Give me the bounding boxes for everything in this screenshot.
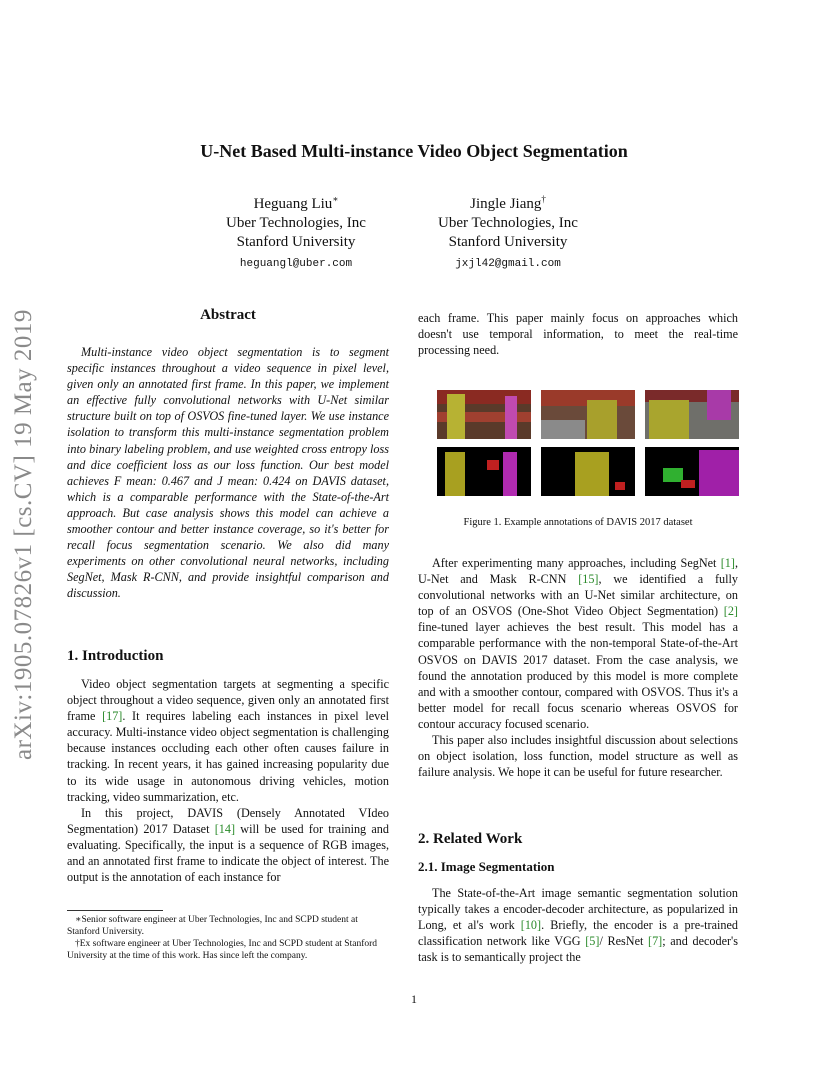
footnote: †Ex software engineer at Uber Technologies, Inc and SCPD student at Stanford University at the time of this work. Has since left the company.	[67, 939, 378, 961]
citation-link[interactable]: [17]	[102, 709, 123, 724]
footnote-rule	[67, 910, 163, 911]
mask-image-1	[437, 447, 531, 496]
abstract-heading: Abstract	[200, 307, 256, 323]
figure-1-annotations	[437, 390, 739, 496]
author-name: Heguang Liu∗	[253, 194, 339, 212]
page-number: 1	[411, 992, 417, 1006]
introduction-text	[67, 676, 389, 885]
citation-link[interactable]: [2]	[723, 604, 738, 619]
mask-image-3	[645, 447, 739, 496]
author-affiliation: Uber Technologies, Inc	[438, 215, 578, 231]
author-email: jxjl42@gmail.com	[455, 258, 561, 270]
paragraph: In this project, DAVIS (Densely Annotated VIdeo Segmentation) 2017 Dataset [14] will be used for training and evaluating. Specifically, the input is a sequence of RGB images, and an annotated first frame to indicate the object of interest. The output is the annotation of each instance for	[67, 805, 389, 885]
author-block-1	[186, 195, 406, 274]
paragraph: After experimenting many approaches, including SegNet [1], U-Net and Mask R-CNN [15], we identified a fully convolutional networks with an U-Net similar architecture, on top of an OSVOS (One-Shot Video Object Segmentation) [2] fine-tuned layer achieves the best result. This model has a comparable performance with the non-temporal State-of-the-Art OSVOS on DAVIS 2017 dataset. From the case analysis, we found the annotation produced by this model is more complete and with a smoother contour, compared with OSVOS. Thus it's a better model for recall focus scenario whereas OSVOS for contour accuracy focused scenario.	[418, 556, 739, 731]
section-heading-related-work: 2. Related Work	[418, 831, 523, 847]
author-block-2	[398, 195, 618, 274]
section-heading-introduction: 1. Introduction	[67, 648, 164, 664]
citation-link[interactable]: [15]	[578, 572, 599, 587]
frame-image-1	[437, 390, 531, 439]
image-segmentation-text	[418, 885, 738, 965]
citation-link[interactable]: [14]	[214, 821, 236, 836]
figure-caption: Figure 1. Example annotations of DAVIS 2017 dataset	[463, 517, 693, 528]
right-column-text	[418, 555, 738, 780]
citation-link[interactable]: [5]	[585, 934, 600, 949]
paragraph: Video object segmentation targets at segmenting a specific object throughout a video sequence, given only an annotated first frame [17]. It requires labeling each instances in pixel level accuracy. Multi-instance video object segmentation is challenging because instances occluding each other often causes failure in tracking. In recent years, it has gained increasing popularity due to its wide usage in autonomous driving vehicles, motion tracking, video summarization, etc.	[67, 677, 390, 804]
frame-image-2	[541, 390, 635, 439]
author-affiliation: Uber Technologies, Inc	[226, 215, 366, 231]
paper-title: U-Net Based Multi-instance Video Object Segmentation	[200, 141, 628, 161]
paragraph: This paper also includes insightful discussion about selections on object isolation, loss function, model structure as well as failure analysis. We hope it can be useful for future researcher.	[418, 733, 738, 780]
footnote: ∗Senior software engineer at Uber Technologies, Inc and SCPD student at Stanford University.	[67, 915, 358, 937]
citation-link[interactable]: [1]	[720, 556, 735, 570]
author-affiliation: Stanford University	[448, 234, 568, 250]
subsection-heading-image-segmentation: 2.1. Image Segmentation	[418, 859, 555, 874]
right-column-top-text: each frame. This paper mainly focus on approaches which doesn't use temporal information, to meet the real-time processing need.	[418, 311, 738, 358]
mask-image-2	[541, 447, 635, 496]
citation-link[interactable]: [10]	[520, 918, 542, 933]
paragraph: The State-of-the-Art image semantic segmentation solution typically takes a encoder-decoder architecture, as popularized in Long, et al's work [10]. Briefly, the encoder is a pre-trained classification network like VGG [5]/ ResNet [7]; and decoder's task is to semantically project the	[418, 886, 738, 965]
author-name: Jingle Jiang†	[470, 194, 546, 212]
arxiv-stamp: arXiv:1905.07826v1 [cs.CV] 19 May 2019	[10, 309, 37, 760]
author-affiliation: Stanford University	[236, 234, 356, 250]
citation-link[interactable]: [7]	[648, 934, 663, 949]
author-email: heguangl@uber.com	[239, 258, 353, 270]
frame-image-3	[645, 390, 739, 439]
abstract-text: Multi-instance video object segmentation is to segment specific instances throughout a video sequence in pixel level, given only an annotated first frame. In this paper, we implement an effective fully convolutional networks with U-Net similar structure built on top of OSVOS fine-tuned layer. We use instance isolation to transform this multi-instance segmentation problem into binary labeling problem, and use weighted cross entropy loss and dice coefficient loss as our loss function. Our best model achieves F mean: 0.467 and J mean: 0.424 on DAVIS dataset, which is a comparable performance with the State-of-the-Art approach. But case analysis shows this model can achieve a smoother contour and better instance coverage, so it's better for recall focus segmentation scenario. We also did many experiments on other convolutional neural networks, including SegNet, Mask R-CNN, and provide insightful comparison and discussion.	[67, 345, 389, 601]
footnotes	[67, 914, 389, 962]
